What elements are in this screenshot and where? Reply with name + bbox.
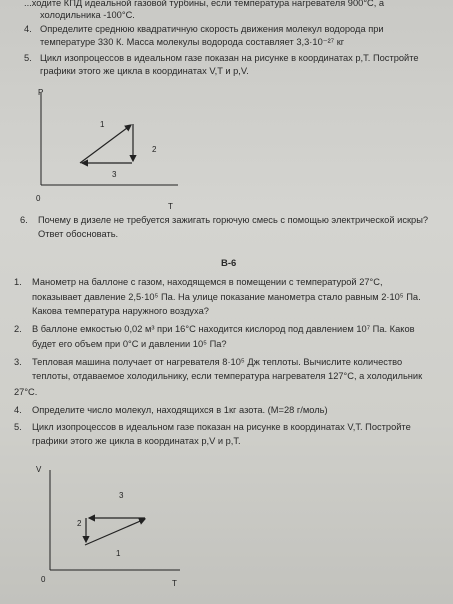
task-line: показывает давление 2,5·10⁵ Па. На улице показание манометра стало равным 2·10⁵ Па. — [32, 292, 421, 302]
task-line: В баллоне емкостью 0,02 м³ при 16°С находится кислород под давлением 10⁷ Па. Каков — [32, 324, 415, 334]
task-line: температуре 330 К. Масса молекулы водорода составляет 3,3·10⁻²⁷ кг — [40, 37, 345, 47]
x-axis-label: T — [168, 202, 173, 211]
item-number: 1. — [14, 277, 22, 287]
task-line: Определите число молекул, находящихся в 1кг азота. (М=28 г/моль) — [32, 405, 328, 415]
point-label-3: 3 — [119, 491, 124, 500]
y-axis-label: V — [36, 465, 42, 474]
variant-heading: В-6 — [221, 258, 237, 269]
task-line: 27°С. — [14, 387, 38, 397]
item-number: 2. — [14, 324, 22, 334]
task-line: графики этого же цикла в координатах V,T и p,V. — [40, 66, 249, 76]
task-line: Определите среднюю квадратичную скорость движения молекул водорода при — [40, 24, 384, 34]
point-label-1: 1 — [116, 549, 121, 558]
point-label-3: 3 — [112, 170, 117, 179]
task-line: Тепловая машина получает от нагревателя 8·10⁵ Дж теплоты. Вычислите количество — [32, 357, 403, 367]
task-line: теплоты, отдаваемое холодильнику, если температура нагревателя 127°С, а холодильник — [32, 371, 423, 381]
process-1-line — [85, 519, 145, 545]
item-number: 5. — [14, 422, 22, 432]
task-line: Цикл изопроцессов в идеальном газе показан на рисунке в координатах p,T. Постройте — [40, 53, 419, 63]
item-number: 5. — [24, 53, 32, 63]
origin-label: 0 — [36, 194, 41, 203]
top-fragment-line2: холодильника -100°С. — [40, 10, 135, 20]
y-axis-label: P — [38, 88, 44, 97]
vt-cycle-diagram — [28, 458, 198, 598]
task-line: Какова температура наружного воздуха? — [32, 306, 209, 316]
point-label-2: 2 — [77, 519, 82, 528]
task-line: Манометр на баллоне с газом, находящемся в помещении с температурой 27°С, — [32, 277, 383, 287]
task-line: Почему в дизеле не требуется зажигать горючую смесь с помощью электрической искры? — [38, 215, 429, 225]
top-fragment-line1: ...ходите КПД идеальной газовой турбины, если температура нагревателя 900°С, а — [24, 0, 385, 8]
item-number: 6. — [20, 215, 28, 225]
task-line: графики этого же цикла в координатах p,V и p,T. — [32, 436, 241, 446]
point-label-1: 1 — [100, 120, 105, 129]
process-1-line — [80, 125, 131, 163]
item-number: 3. — [14, 357, 22, 367]
task-line: Ответ обосновать. — [38, 229, 119, 239]
origin-label: 0 — [41, 575, 46, 584]
item-number: 4. — [24, 24, 32, 34]
task-line: Цикл изопроцессов в идеальном газе показан на рисунке в координатах V,T. Постройте — [32, 422, 411, 432]
pt-cycle-diagram — [28, 85, 198, 215]
point-label-2: 2 — [152, 145, 157, 154]
item-number: 4. — [14, 405, 22, 415]
x-axis-label: T — [172, 579, 177, 588]
task-line: будет его объем при 0°С и давлении 10⁵ Па? — [32, 339, 227, 349]
